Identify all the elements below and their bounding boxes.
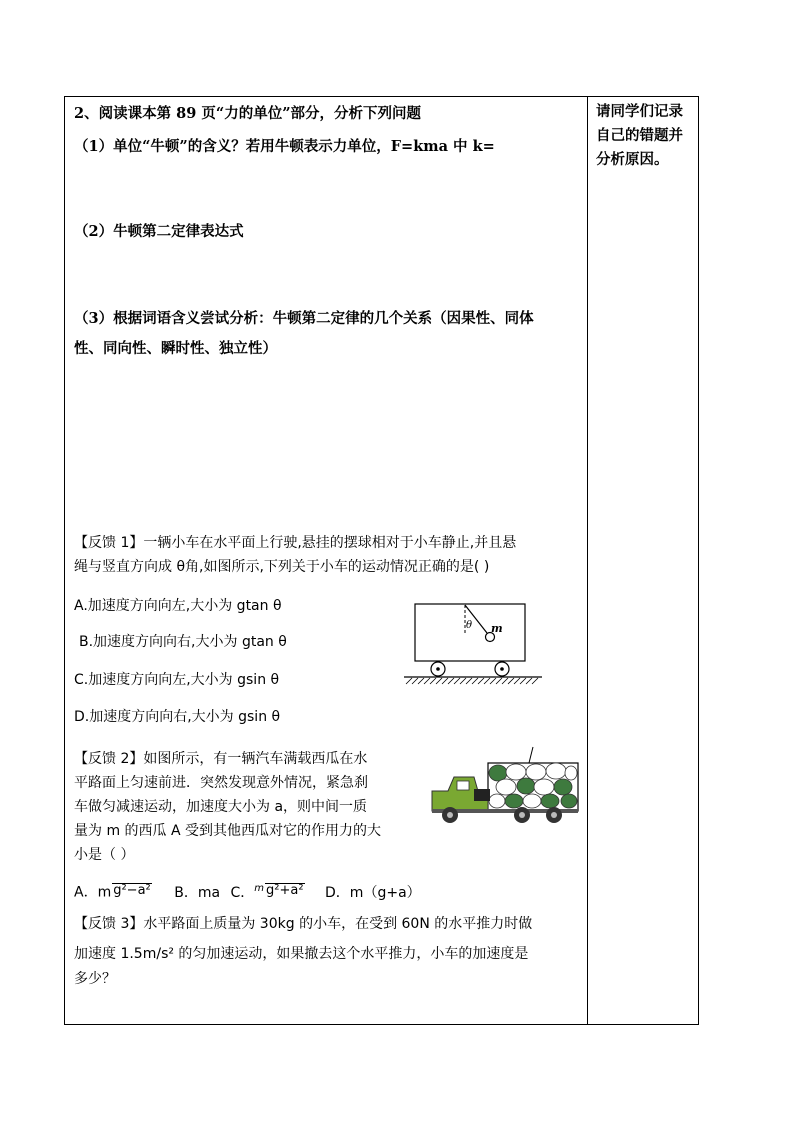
truck-coupling [474, 789, 490, 801]
feedback2-line3: 车做匀减速运动，加速度大小为 a，则中间一质 [74, 799, 368, 815]
option-b: B．ma [174, 884, 221, 901]
pointer-line [529, 747, 533, 763]
truck-window [457, 781, 469, 790]
option-c-radical: g²+a² [266, 882, 304, 898]
feedback2-line1: 【反馈 2】如图所示，有一辆汽车满载西瓜在水 [74, 751, 368, 767]
question-3-line1: （3）根据词语含义尝试分析：牛顿第二定律的几个关系（因果性、同体 [74, 310, 534, 327]
cart-body [415, 604, 525, 661]
feedback2-options [74, 880, 421, 902]
option-d: D．m（g+a） [325, 884, 421, 901]
cart-pendulum-figure [400, 598, 548, 690]
option-a-radical: g²−a² [113, 882, 151, 898]
question-2: （2）牛顿第二定律表达式 [74, 223, 244, 240]
feedback3-line3: 多少？ [74, 971, 116, 987]
feedback1-line1: 【反馈 1】一辆小车在水平面上行驶,悬挂的摆球相对于小车静止,并且悬 [74, 535, 517, 551]
option-c-prefix: C． [230, 884, 255, 901]
feedback1-option-d: D.加速度方向向右,大小为 gsin θ [74, 709, 281, 725]
watermelon-truck-figure [430, 745, 582, 827]
side-note: 请同学们记录自己的错题并分析原因。 [596, 103, 683, 168]
feedback1-option-c: C.加速度方向向左,大小为 gsin θ [74, 672, 280, 688]
feedback2-line4: 量为 m 的西瓜 A 受到其他西瓜对它的作用力的大 [74, 823, 382, 839]
feedback1-line2: 绳与竖直方向成 θ角,如图所示,下列关于小车的运动情况正确的是( ) [74, 559, 490, 575]
question-1: （1）单位“牛顿”的含义？若用牛顿表示力单位，F=kma 中 k= [74, 138, 495, 155]
watermelons [489, 763, 577, 808]
feedback2-line5: 小是（ ） [74, 847, 135, 863]
feedback3-line2: 加速度 1.5m/s² 的匀加速运动，如果撤去这个水平推力，小车的加速度是 [74, 946, 529, 962]
theta-label: θ [466, 620, 473, 631]
ground-hatching [406, 678, 538, 684]
feedback3-line1: 【反馈 3】水平路面上质量为 30kg 的小车，在受到 60N 的水平推力时做 [74, 916, 533, 932]
option-a-prefix: A．m [74, 884, 112, 901]
column-divider [587, 96, 588, 1025]
option-c-m: m [254, 883, 265, 894]
mass-label: m [491, 622, 503, 635]
feedback1-option-a: A.加速度方向向左,大小为 gtan θ [74, 598, 282, 614]
feedback2-line2: 平路面上匀速前进．突然发现意外情况，紧急刹 [74, 775, 368, 791]
feedback1-option-b: B.加速度方向向右,大小为 gtan θ [79, 634, 287, 650]
section-heading: 2、阅读课本第 89 页“力的单位”部分，分析下列问题 [74, 105, 422, 122]
question-3-line2: 性、同向性、瞬时性、独立性） [74, 340, 277, 357]
